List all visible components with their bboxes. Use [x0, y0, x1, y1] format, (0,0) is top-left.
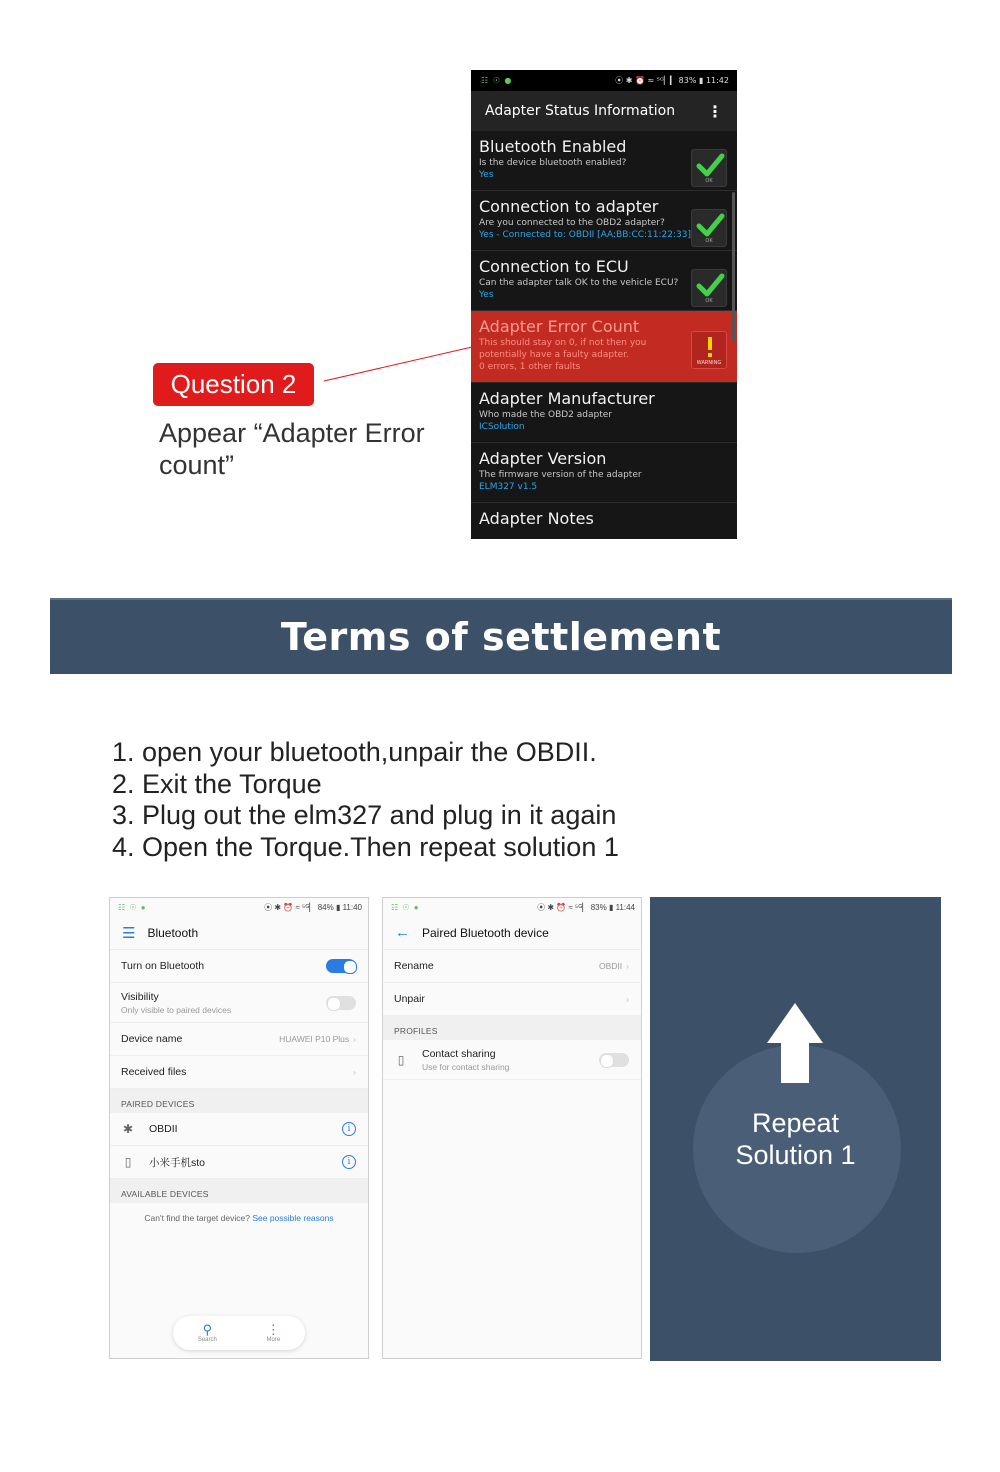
contact-sharing-row[interactable]: [383, 1040, 641, 1080]
repeat-line-2: Solution 1: [735, 1140, 856, 1170]
row-label: Contact sharing: [422, 1047, 496, 1060]
item-description: Who made the OBD2 adapter: [479, 410, 612, 420]
page-title: Paired Bluetooth device: [422, 925, 549, 940]
badge-caption: WARNING: [696, 360, 722, 366]
ok-check-icon: [691, 149, 727, 187]
rename-row[interactable]: [383, 950, 641, 983]
step-item: 2. Exit the Torque: [112, 768, 322, 799]
turn-on-bluetooth-row[interactable]: [110, 950, 368, 983]
row-label: Visibility: [121, 990, 159, 1003]
overflow-menu-icon[interactable]: ⋮: [707, 101, 723, 121]
status-bar: [383, 898, 641, 916]
available-devices-header: AVAILABLE DEVICES: [110, 1179, 368, 1203]
torque-screenshot: [471, 70, 737, 539]
item-description: This should stay on 0, if not then you potentially have a faulty adapter.: [479, 338, 647, 360]
repeat-solution-panel: [650, 897, 941, 1361]
device-name-value: HUAWEI P10 Plus: [279, 1034, 350, 1044]
visibility-toggle[interactable]: [326, 996, 356, 1010]
bluetooth-settings-screenshot: [109, 897, 369, 1359]
row-label: Turn on Bluetooth: [121, 960, 205, 972]
row-label: Unpair: [394, 993, 425, 1005]
warning-icon: [691, 331, 727, 369]
search-icon: ⚲: [202, 1322, 213, 1337]
repeat-text: [650, 1107, 941, 1171]
item-value: ICSolution: [479, 422, 525, 432]
item-title: Adapter Manufacturer: [479, 389, 655, 408]
row-label: Device name: [121, 1033, 183, 1045]
ok-check-icon: [691, 269, 727, 307]
status-bar: [110, 898, 368, 916]
menu-icon[interactable]: ☰: [122, 924, 136, 942]
chevron-right-icon: ›: [353, 1034, 356, 1044]
step-item: 3. Plug out the elm327 and plug in it again: [112, 800, 617, 831]
received-files-row[interactable]: [110, 1056, 368, 1089]
device-name-row[interactable]: [110, 1023, 368, 1056]
chevron-right-icon: ›: [353, 1067, 356, 1077]
help-hint: [110, 1203, 368, 1223]
row-sublabel: Use for contact sharing: [422, 1061, 510, 1072]
item-title: Bluetooth Enabled: [479, 137, 627, 156]
banner-title: Terms of settlement: [280, 615, 722, 659]
item-value: Yes: [479, 290, 494, 300]
question-line-2: count”: [159, 450, 235, 480]
device-label: 小米手机sto: [149, 1156, 206, 1169]
paired-device-screenshot: [382, 897, 642, 1359]
item-title: Connection to ECU: [479, 257, 629, 276]
status-item-adapter-version[interactable]: [471, 443, 737, 503]
status-icons-left: ☷ ☉ ●: [118, 902, 147, 912]
item-description: The firmware version of the adapter: [479, 470, 642, 480]
item-title: Connection to adapter: [479, 197, 659, 216]
badge-caption: OK: [705, 178, 713, 184]
row-label: Rename: [394, 960, 434, 972]
paired-device-obdii[interactable]: [110, 1113, 368, 1146]
status-icons-left: ☷ ☉ ●: [481, 76, 513, 85]
rename-value: OBDII: [599, 961, 623, 971]
chevron-right-icon: ›: [626, 994, 629, 1004]
adapter-status-list: [471, 131, 737, 539]
scrollbar[interactable]: [732, 192, 735, 342]
item-title: Adapter Error Count: [479, 317, 640, 336]
bottom-action-bar: [173, 1316, 305, 1350]
steps-list: [112, 737, 619, 864]
torque-app-bar: [471, 91, 737, 131]
status-item-adapter-error-count[interactable]: [471, 311, 737, 383]
status-item-adapter-manufacturer[interactable]: [471, 383, 737, 443]
status-item-bluetooth-enabled[interactable]: [471, 131, 737, 191]
info-icon[interactable]: i: [342, 1155, 356, 1169]
more-icon: ⋮: [266, 1322, 280, 1337]
torque-title: Adapter Status Information: [485, 103, 676, 119]
item-title: Adapter Version: [479, 449, 607, 468]
page-title: Bluetooth: [147, 925, 199, 940]
more-button[interactable]: [267, 1323, 281, 1343]
item-title: Adapter Notes: [479, 509, 594, 528]
item-value: Yes - Connected to: OBDII [AA:BB:CC:11:22:33]: [479, 230, 691, 240]
item-value: 0 errors, 1 other faults: [479, 362, 581, 372]
search-button[interactable]: [198, 1323, 217, 1343]
question-badge: Question 2: [153, 363, 314, 406]
visibility-row[interactable]: [110, 983, 368, 1023]
back-arrow-icon[interactable]: ←: [395, 924, 410, 941]
status-item-connection-ecu[interactable]: [471, 251, 737, 311]
see-possible-reasons-link[interactable]: See possible reasons: [252, 1213, 334, 1223]
badge-caption: OK: [705, 238, 713, 244]
item-description: Are you connected to the OBD2 adapter?: [479, 218, 665, 228]
step-item: 4. Open the Torque.Then repeat solution 1: [112, 832, 619, 863]
repeat-line-1: Repeat: [751, 1108, 840, 1138]
bluetooth-icon: ✱: [122, 1122, 134, 1136]
item-description: Can the adapter talk OK to the vehicle ECU?: [479, 278, 679, 288]
item-value: Yes: [479, 170, 494, 180]
step-item: 1. open your bluetooth,unpair the OBDII.: [112, 737, 597, 767]
hint-text: Can't find the target device?: [144, 1213, 250, 1223]
contact-sharing-toggle[interactable]: [599, 1053, 629, 1067]
item-description: Is the device bluetooth enabled?: [479, 158, 627, 168]
search-label: Search: [197, 1337, 217, 1343]
status-icons-right: ⦿ ✱ ⏰ ≈ ⁵ᴳ▏ 83% ▮ 11:44: [537, 902, 635, 912]
row-sublabel: Only visible to paired devices: [121, 1004, 232, 1015]
more-label: More: [266, 1337, 281, 1343]
status-icons-left: ☷ ☉ ●: [391, 902, 420, 912]
status-icons-right: ⦿ ✱ ⏰ ≈ ⁵ᴳ▏▎ 83% ▮ 11:42: [615, 76, 729, 85]
chevron-right-icon: ›: [626, 961, 629, 971]
paired-device-header: [383, 916, 641, 950]
profiles-header: PROFILES: [383, 1016, 641, 1040]
status-item-adapter-notes[interactable]: [471, 503, 737, 539]
status-item-connection-adapter[interactable]: [471, 191, 737, 251]
bluetooth-toggle[interactable]: [326, 959, 356, 973]
row-label: Received files: [121, 1066, 187, 1078]
phone-icon: ▯: [124, 1155, 132, 1169]
bluetooth-header: [110, 916, 368, 950]
phone-icon: ▯: [397, 1052, 405, 1067]
badge-caption: OK: [705, 298, 713, 304]
up-arrow-icon: [765, 1001, 825, 1085]
paired-devices-header: PAIRED DEVICES: [110, 1089, 368, 1113]
question-text: [159, 417, 459, 481]
status-bar: [471, 70, 737, 91]
section-banner: [50, 598, 952, 674]
status-icons-right: ⦿ ✱ ⏰ ≈ ⁵ᴳ▏ 84% ▮ 11:40: [264, 902, 362, 912]
paired-device-phone[interactable]: [110, 1146, 368, 1179]
ok-check-icon: [691, 209, 727, 247]
unpair-row[interactable]: [383, 983, 641, 1016]
question-line-1: Appear “Adapter Error: [159, 418, 425, 448]
info-icon[interactable]: i: [342, 1122, 356, 1136]
item-value: ELM327 v1.5: [479, 482, 538, 492]
device-label: OBDII: [149, 1123, 178, 1135]
